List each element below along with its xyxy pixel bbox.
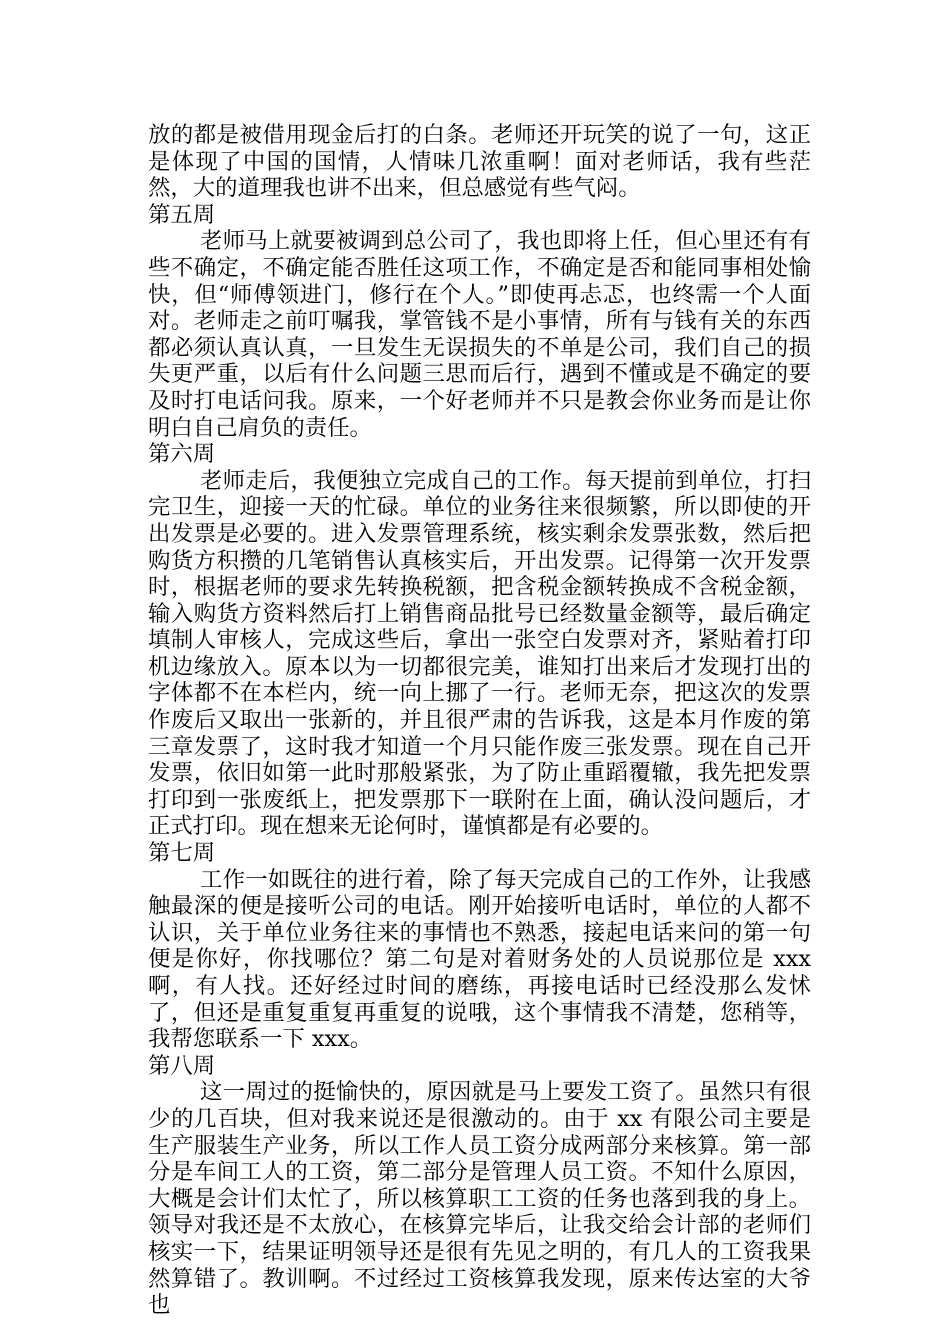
section-heading-week-6: 第六周	[148, 441, 216, 468]
section-heading-week-8: 第八周	[148, 1052, 216, 1079]
section-heading-week-5: 第五周	[148, 201, 216, 228]
document-body	[148, 122, 811, 1319]
paragraph-week-7: 工作一如既往的进行着，除了每天完成自己的工作外，让我感触最深的便是接听公司的电话。刚开始接听电话时，单位的人都不认识，关于单位业务往来的事情也不熟悉，接起电话来问的第一句便是你好，你找哪位？第二句是对着财务处的人员说那位是 xxx 啊，有人找。还好经过时间的磨练，再接电话时已经没那么发怵了，但还是重复重复再重复的说哦，这个事情我不清楚，您稍等，我帮您联系一下 xxx。	[148, 866, 811, 1053]
paragraph-week-6: 老师走后，我便独立完成自己的工作。每天提前到单位，打扫完卫生，迎接一天的忙碌。单位的业务往来很频繁，所以即使的开出发票是必要的。进入发票管理系统，核实剩余发票张数，然后把购货方积攒的几笔销售认真核实后，开出发票。记得第一次开发票时，根据老师的要求先转换税额，把含税金额转换成不含税金额，输入购货方资料然后打上销售商品批号已经数量金额等，最后确定填制人审核人，完成这些后，拿出一张空白发票对齐，紧贴着打印机边缘放入。原本以为一切都很完美，谁知打出来后才发现打出的字体都不在本栏内，统一向上挪了一行。老师无奈，把这次的发票作废后又取出一张新的，并且很严肃的告诉我，这是本月作废的第三章发票了，这时我才知道一个月只能作废三张发票。现在自己开发票，依旧如第一此时那般紧张，为了防止重蹈覆辙，我先把发票打印到一张废纸上，把发票那下一联附在上面，确认没问题后，才正式打印。现在想来无论何时，谨慎都是有必要的。	[148, 467, 811, 840]
section-heading-week-7: 第七周	[148, 840, 216, 867]
paragraph-continued: 放的都是被借用现金后打的白条。老师还开玩笑的说了一句，这正是体现了中国的国情，人情味几浓重啊！面对老师话，我有些茫然，大的道理我也讲不出来，但总感觉有些气闷。	[148, 122, 811, 202]
paragraph-week-8: 这一周过的挺愉快的，原因就是马上要发工资了。虽然只有很少的几百块，但对我来说还是很激动的。由于 xx 有限公司主要是生产服装生产业务，所以工作人员工资分成两部分来核算。第一部分是车间工人的工资，第二部分是管理人员工资。不知什么原因，大概是会计们太忙了，所以核算职工工资的任务也落到我的身上。领导对我还是不太放心，在核算完毕后，让我交给会计部的老师们核实一下，结果证明领导还是很有先见之明的，有几人的工资我果然算错了。教训啊。不过经过工资核算我发现，原来传达室的大爷也	[148, 1079, 811, 1319]
paragraph-week-5: 老师马上就要被调到总公司了，我也即将上任，但心里还有有些不确定，不确定能否胜任这项工作，不确定是否和能同事相处愉快，但“师傅领进门，修行在个人。”即使再忐忑，也终需一个人面对。老师走之前叮嘱我，掌管钱不是小事情，所有与钱有关的东西都必须认真认真，一旦发生无误损失的不单是公司，我们自己的损失更严重，以后有什么问题三思而后行，遇到不懂或是不确定的要及时打电话问我。原来，一个好老师并不只是教会你业务而是让你明白自己肩负的责任。	[148, 228, 811, 441]
